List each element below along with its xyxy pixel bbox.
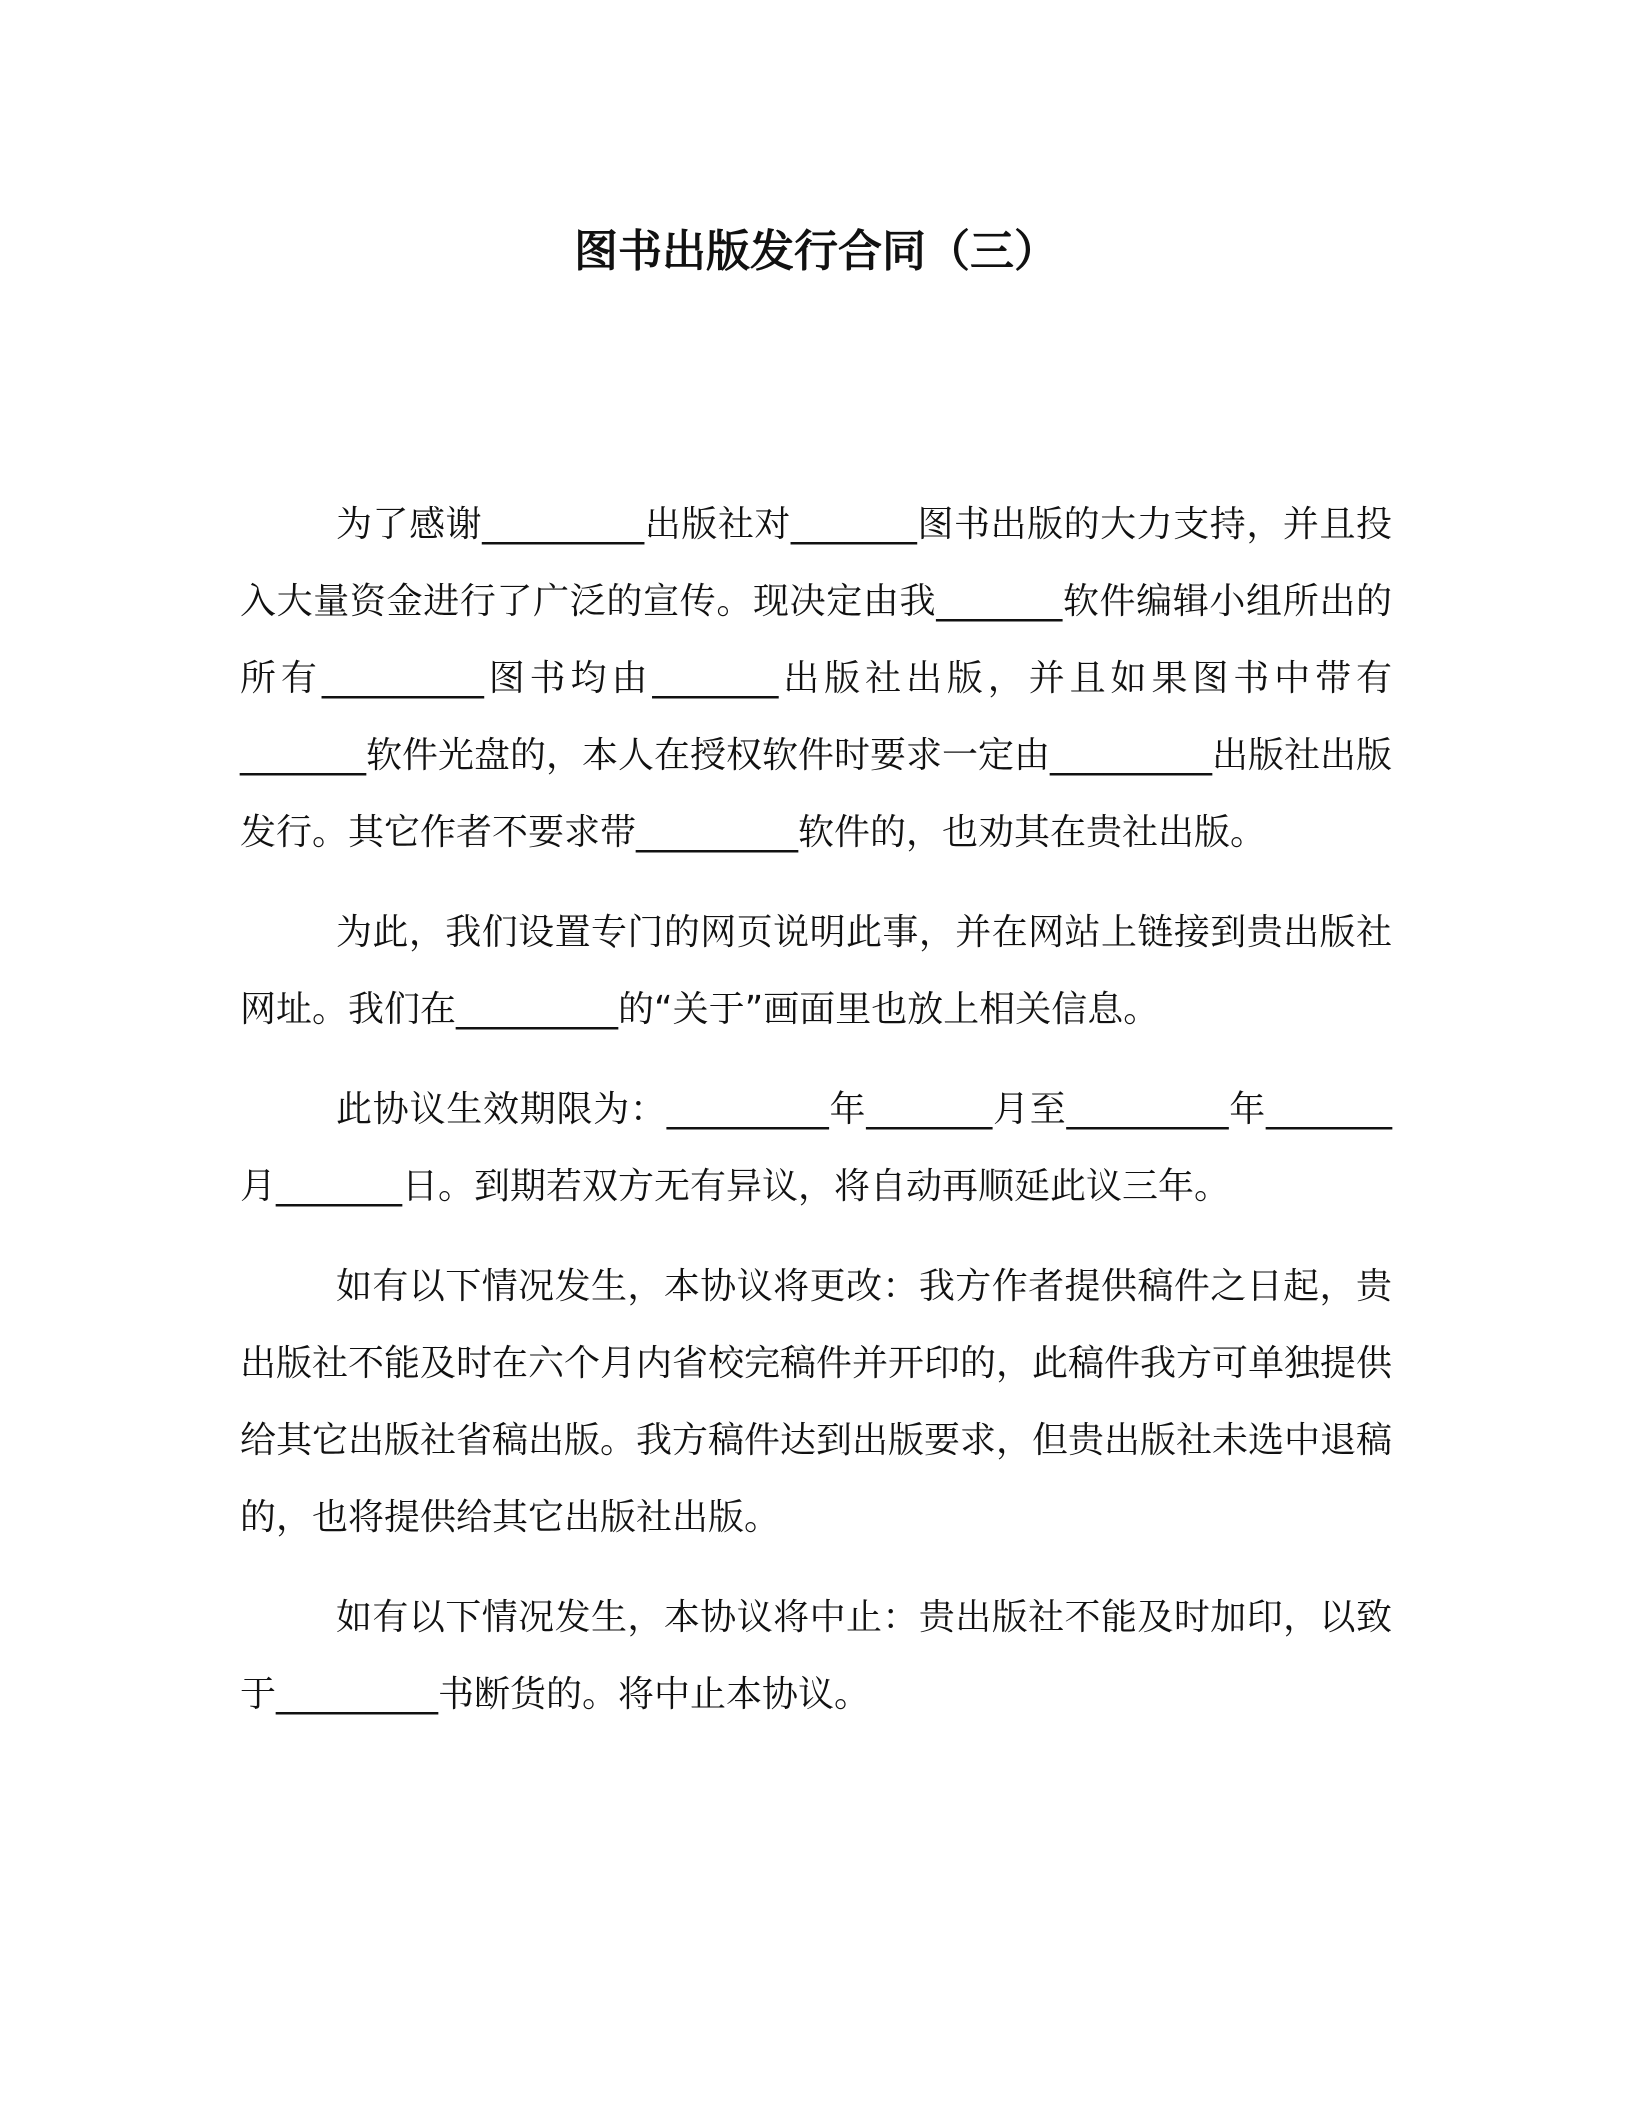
document-title: 图书出版发行合同（三） [574, 226, 1058, 277]
paragraph-website-link: 为此，我们设置专门的网页说明此事，并在网站上链接到贵出版社网址。我们在_________的“关于”画面里也放上相关信息。 [240, 912, 1392, 1030]
paragraph-amendment-conditions: 如有以下情况发生，本协议将更改：我方作者提供稿件之日起，贵出版社不能及时在六个月内省校完稿件并开印的，此稿件我方可单独提供给其它出版社省稿出版。我方稿件达到出版要求，但贵出版社未选中退稿的，也将提供给其它出版社出版。 [240, 1266, 1393, 1538]
paragraph-termination-conditions: 如有以下情况发生，本协议将中止：贵出版社不能及时加印，以致于_________书断货的。将中止本协议。 [240, 1597, 1392, 1715]
paragraph-validity-period: 此协议生效期限为：_________年_______月至_________年_______月_______日。到期若双方无有异议，将自动再顺延此议三年。 [240, 1089, 1392, 1207]
document-body [240, 486, 1392, 1733]
paragraph-acknowledgement: 为了感谢_________出版社对_______图书出版的大力支持，并且投入大量资金进行了广泛的宣传。现决定由我_______软件编辑小组所出的所有_________图书均由_______出版社出版，并且如果图书中带有_______软件光盘的，本人在授权软件时要求一定由_________出版社出版发行。其它作者不要求带_________软件的，也劝其在贵社出版。 [240, 504, 1393, 853]
